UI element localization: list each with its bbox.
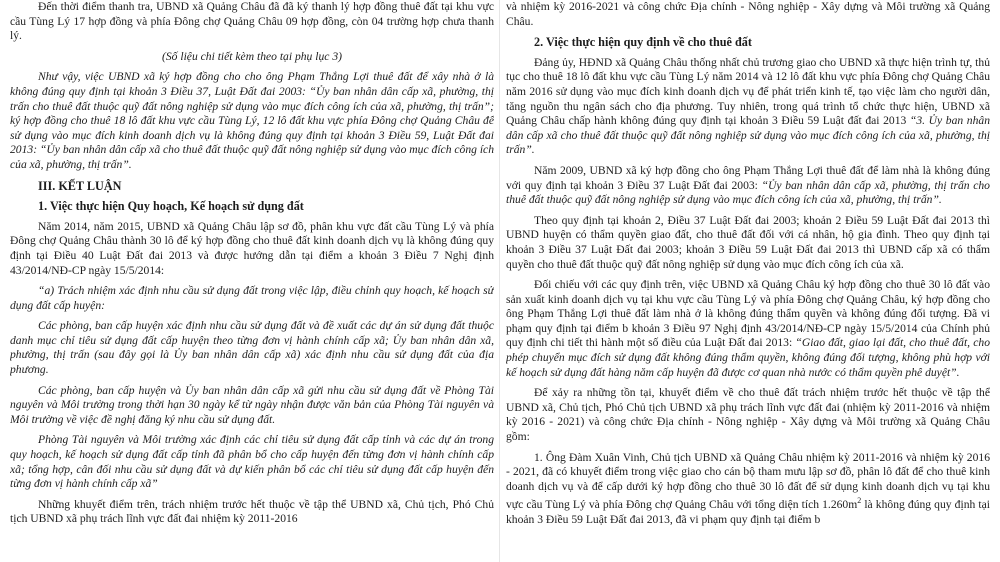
paragraph: Như vậy, việc UBND xã ký hợp đồng cho cho ông Phạm Thắng Lợi thuê đất để xây nhà ở là không đúng quy định tại khoản 3 Điều 37, Luật Đất đai 2003: “Ủy ban nhân dân cấp xã, phường, thị trấn cho thuê đất thuộc quỹ đất nông nghiệp sử dụng vào mục đích công ích của xã, phường, thị trấn”; ký hợp đồng cho thuê 18 lô đất khu vực cầu Tùng Lý, 12 lô đất khu vực phía Đông chợ Quảng Châu để sử dụng vào mục đích kinh doanh dịch vụ là không đúng quy định tại khoản 3 Điều 59, Luật Đất đai 2013: “Ủy ban nhân dân cấp xã cho thuê đất thuộc quỹ đất nông nghiệp sử dụng vào mục đích công ích của xã, phường, thị trấn”. [10,70,494,171]
paragraph: Năm 2009, UBND xã ký hợp đồng cho ông Phạm Thắng Lợi thuê đất để làm nhà là không đúng với quy định tại khoản 3 Điều 37 Luật Đất đai 2003: “Ủy ban nhân dân cấp xã, phường, thị trấn cho thuê đất thuộc quỹ đất nông nghiệp sử dụng vào mục đích công ích của xã, phường, thị trấn”. [506,163,990,207]
left-column [10,0,494,562]
quote-paragraph: Phòng Tài nguyên và Môi trường xác định các chỉ tiêu sử dụng đất cấp tỉnh và các dự án trong quy hoạch, kế hoạch sử dụng đất cấp tỉnh đã phân bổ cho cấp huyện đến từng đơn vị hành chính cấp xã; tổng hợp, cân đối nhu cầu sử dụng đất và dự kiến phân bổ các chỉ tiêu sử dụng đất cấp huyện đến từng đơn vị hành chính cấp xã” [10,433,494,491]
column-divider [499,0,500,562]
right-column [506,0,990,562]
appendix-note: (Số liệu chi tiết kèm theo tại phụ lục 3) [162,49,342,63]
quote-paragraph: “a) Trách nhiệm xác định nhu cầu sử dụng đất trong việc lập, điều chỉnh quy hoạch, kế hoạch sử dụng đất cấp huyện: [10,284,494,312]
subsection-heading-planning: 1. Việc thực hiện Quy hoạch, Kế hoạch sử dụng đất [38,199,304,214]
quote-paragraph: Các phòng, ban cấp huyện và Ủy ban nhân dân cấp xã gửi nhu cầu sử dụng đất về Phòng Tài nguyên và Môi trường trong thời hạn 30 ngày kể từ ngày nhận được văn bản của Phòng Tài nguyên và Môi trường về việc đề nghị đăng ký nhu cầu sử dụng đất. [10,383,494,426]
paragraph: và nhiệm kỳ 2016-2021 và công chức Địa chính - Nông nghiệp - Xây dựng và Môi trường xã Quảng Châu. [506,0,990,28]
paragraph: Đến thời điểm thanh tra, UBND xã Quảng Châu đã đã ký thanh lý hợp đồng thuê đất tại khu vực cầu Tùng Lý 17 hợp đồng và phía Đông chợ Quảng Châu 09 hợp đồng, còn 04 trường hợp chưa thanh lý. [10,0,494,43]
paragraph: 1. Ông Đàm Xuân Vinh, Chủ tịch UBND xã Quảng Châu nhiệm kỳ 2011-2016 và nhiệm kỳ 2016 - 2021, đã có khuyết điểm trong việc giao cho cán bộ tham mưu lập sơ đồ, phân lô đất để cho thuê kinh doanh dịch vụ và để cấp dưới ký hợp đồng cho thuê 30 lô đất để sử dụng kinh doanh dịch vụ tại khu vực cầu Tùng Lý và phía Đông chợ Quảng Châu với tổng diện tích $1.260m^2$ là không đúng quy định tại khoản 3 Điều 59 Luật Đất đai 2013, đã vi phạm quy định tại điểm b [506,450,990,526]
subsection-heading-leasing: 2. Việc thực hiện quy định về cho thuê đất [534,35,752,50]
paragraph: Theo quy định tại khoản 2, Điều 37 Luật Đất đai 2003; khoản 2 Điều 59 Luật Đất đai 2013 thì UBND huyện có thẩm quyền giao đất, cho thuê đất đối với cá nhân, hộ gia đình. Theo quy định tại khoản 3 Điều 37 Luật Đất đai 2003; khoản 3 Điều 59 Luật Đất đai 2013 thì UBND cấp xã có thẩm quyền cho thuê đất thuộc quỹ đất nông nghiệp sử dụng vào mục đích công ích của xã. [506,213,990,271]
paragraph: Năm 2014, năm 2015, UBND xã Quảng Châu lập sơ đồ, phân khu vực đất cầu Tùng Lý và phía Đông chợ Quảng Châu thành 30 lô để ký hợp đồng cho thuê đất kinh doanh dịch vụ là không đúng quy định tại Điều 40 Luật Đất đai 2013 và được hướng dẫn tại điểm a khoản 3 Điều 7 Nghị định 43/2014/NĐ-CP ngày 15/5/2014: [10,219,494,277]
paragraph: Những khuyết điểm trên, trách nhiệm trước hết thuộc về tập thể UBND xã, Chủ tịch, Phó Chủ tịch UBND xã phụ trách lĩnh vực đất đai nhiệm kỳ 2011-2016 [10,497,494,526]
section-heading-conclusion: III. KẾT LUẬN [38,178,122,193]
paragraph: Đảng ủy, HĐND xã Quảng Châu thống nhất chủ trương giao cho UBND xã thực hiện trình tự, thủ tục cho thuê 18 lô đất khu vực cầu Tùng Lý năm 2014 và 12 lô đất khu vực phía Đông chợ Quảng Châu năm 2016 sử dụng vào mục đích kinh doanh dịch vụ để phát triển kinh tế, tạo việc làm cho người dân, tăng nguồn thu ngân sách cho địa phương. Tuy nhiên, trong quá trình tổ chức thực hiện, UBND xã Quảng Châu chấp hành không đúng quy định tại khoản 3 Điều 59 Luật đất đai 2013 “3. Ủy ban nhân dân cấp xã cho thuê đất thuộc quỹ đất nông nghiệp sử dụng vào mục đích công ích của xã, phường, thị trấn”. [506,55,990,157]
paragraph: Để xảy ra những tồn tại, khuyết điểm về cho thuê đất trách nhiệm trước hết thuộc về tập thể UBND xã, Chủ tịch, Phó Chủ tịch UBND xã phụ trách lĩnh vực đất đai (nhiệm kỳ 2011-2016 và nhiệm kỳ 2016 - 2021) và công chức Địa chính - Nông nghiệp - Xây dựng và Môi trường xã Quảng Châu gồm: [506,386,990,444]
paragraph: Đối chiếu với các quy định trên, việc UBND xã Quảng Châu ký hợp đồng cho thuê 30 lô đất vào sản xuất kinh doanh dịch vụ tại khu vực cầu Tùng Lý và phía Đông chợ Quảng Châu, ký hợp đồng cho ông Phạm Thắng Lợi thuê đất làm nhà ở là không đúng thẩm quyền và không đúng đối tượng. Đã vi phạm quy định tại điểm b khoản 3 Điều 97 Nghị định 43/2014/NĐ-CP ngày 15/5/2014 của Chính phủ quy định chi tiết thi hành một số điều của Luật Đất đai 2013: “Giao đất, giao lại đất, cho thuê đất, cho phép chuyển mục đích sử dụng đất không đúng thẩm quyền, không đúng đối tượng, không phù hợp với kế hoạch sử dụng đất hàng năm cấp huyện đã được cơ quan nhà nước có thẩm quyền phê duyệt”. [506,278,990,379]
quote-paragraph: Các phòng, ban cấp huyện xác định nhu cầu sử dụng đất và đề xuất các dự án sử dụng đất thuộc danh mục chỉ tiêu sử dụng đất cấp huyện theo từng đơn vị hành chính cấp xã; Ủy ban nhân dân xã, phường, thị trấn (sau đây gọi là Ủy ban nhân dân cấp xã) xác định nhu cầu sử dụng đất của địa phương. [10,319,494,377]
